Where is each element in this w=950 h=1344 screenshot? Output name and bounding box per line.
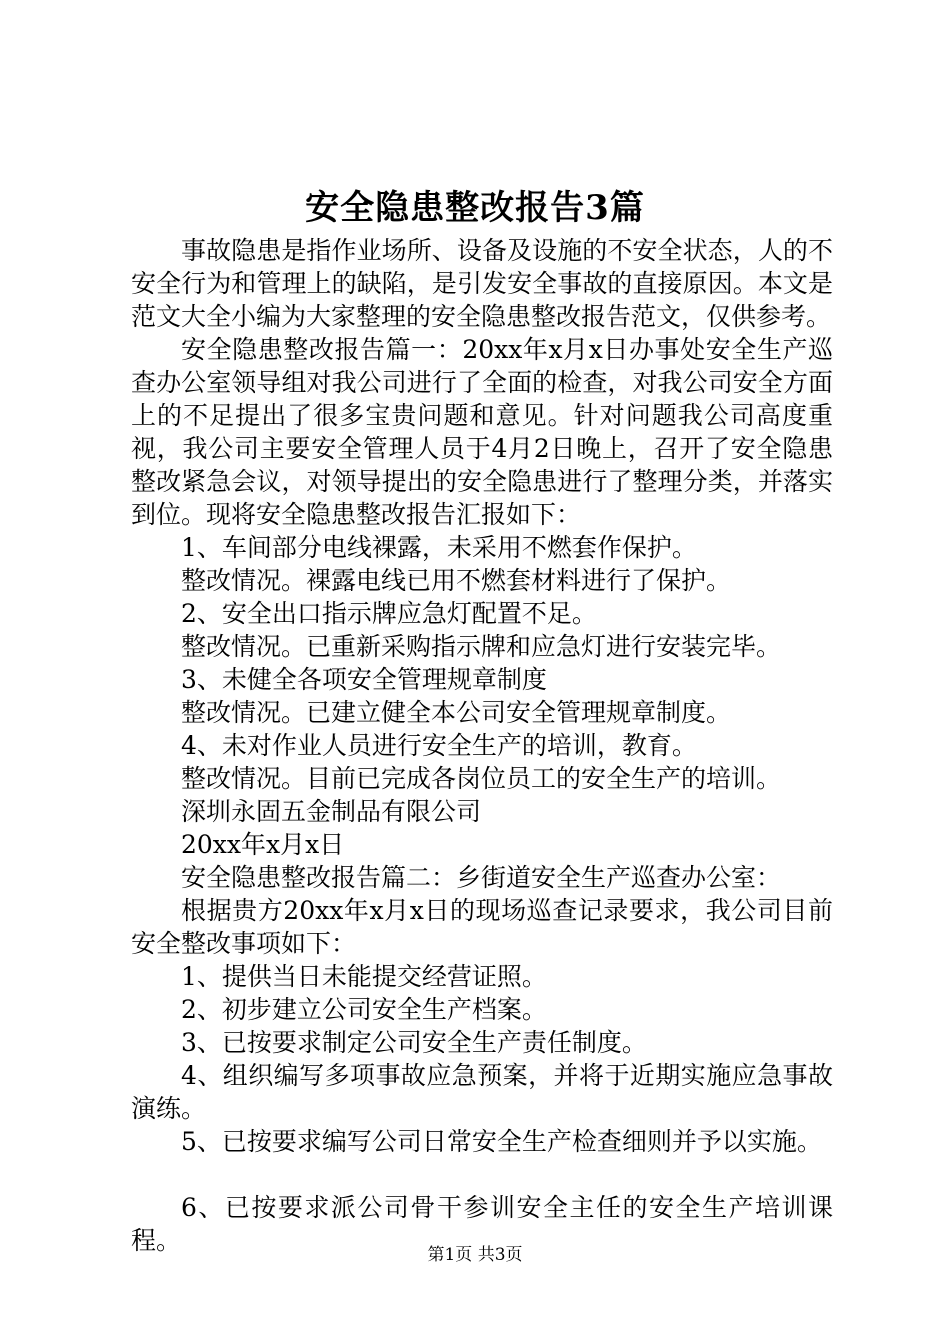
paragraph-report-two-heading: 安全隐患整改报告篇二：乡街道安全生产巡查办公室： bbox=[181, 863, 782, 892]
paragraph-fix-1: 整改情况。裸露电线已用不燃套材料进行了保护。 bbox=[181, 566, 732, 595]
blank-line bbox=[131, 1158, 833, 1191]
paragraph-report-one: 安全隐患整改报告篇一：20xx年x月x日办事处安全生产巡查办公室领导组对我公司进行了全面的检查，对我公司安全方面上的不足提出了很多宝贵问题和意见。针对问题我公司高度重视，我公司主要安全管理人员于4月2日晚上，召开了安全隐患整改紧急会议，对领导提出的安全隐患进行了整理分类，并落实到位。现将安全隐患整改报告汇报如下： bbox=[131, 335, 833, 529]
paragraph-step-5: 5、已按要求编写公司日常安全生产检查细则并予以实施。 bbox=[181, 1127, 822, 1156]
paragraph-company-name: 深圳永固五金制品有限公司 bbox=[181, 797, 482, 826]
paragraph-item-3: 3、未健全各项安全管理规章制度 bbox=[181, 665, 547, 694]
paragraph-fix-2: 整改情况。已重新采购指示牌和应急灯进行安装完毕。 bbox=[181, 632, 782, 661]
paragraph-date: 20xx年x月x日 bbox=[181, 830, 345, 859]
document-body bbox=[131, 234, 833, 1257]
paragraph-step-2: 2、初步建立公司安全生产档案。 bbox=[181, 995, 547, 1024]
paragraph-fix-3: 整改情况。已建立健全本公司安全管理规章制度。 bbox=[181, 698, 732, 727]
paragraph-fix-4: 整改情况。目前已完成各岗位员工的安全生产的培训。 bbox=[181, 764, 782, 793]
paragraph-item-4: 4、未对作业人员进行安全生产的培训，教育。 bbox=[181, 731, 697, 760]
paragraph-intro: 事故隐患是指作业场所、设备及设施的不安全状态，人的不安全行为和管理上的缺陷，是引发安全事故的直接原因。本文是范文大全小编为大家整理的安全隐患整改报告范文，仅供参考。 bbox=[131, 236, 833, 331]
paragraph-item-2: 2、安全出口指示牌应急灯配置不足。 bbox=[181, 599, 597, 628]
paragraph-step-4: 4、组织编写多项事故应急预案，并将于近期实施应急事故演练。 bbox=[131, 1061, 833, 1123]
paragraph-step-6: 6、已按要求派公司骨干参训安全主任的安全生产培训课程。 bbox=[131, 1193, 833, 1255]
page-footer: 第1页 共3页 bbox=[427, 1245, 523, 1265]
paragraph-item-1: 1、车间部分电线裸露，未采用不燃套作保护。 bbox=[181, 533, 697, 562]
paragraph-step-3: 3、已按要求制定公司安全生产责任制度。 bbox=[181, 1028, 647, 1057]
document-title: 安全隐患整改报告3篇 bbox=[305, 188, 645, 228]
paragraph-report-two-intro: 根据贵方20xx年x月x日的现场巡查记录要求，我公司目前安全整改事项如下： bbox=[131, 896, 833, 958]
paragraph-step-1: 1、提供当日未能提交经营证照。 bbox=[181, 962, 547, 991]
